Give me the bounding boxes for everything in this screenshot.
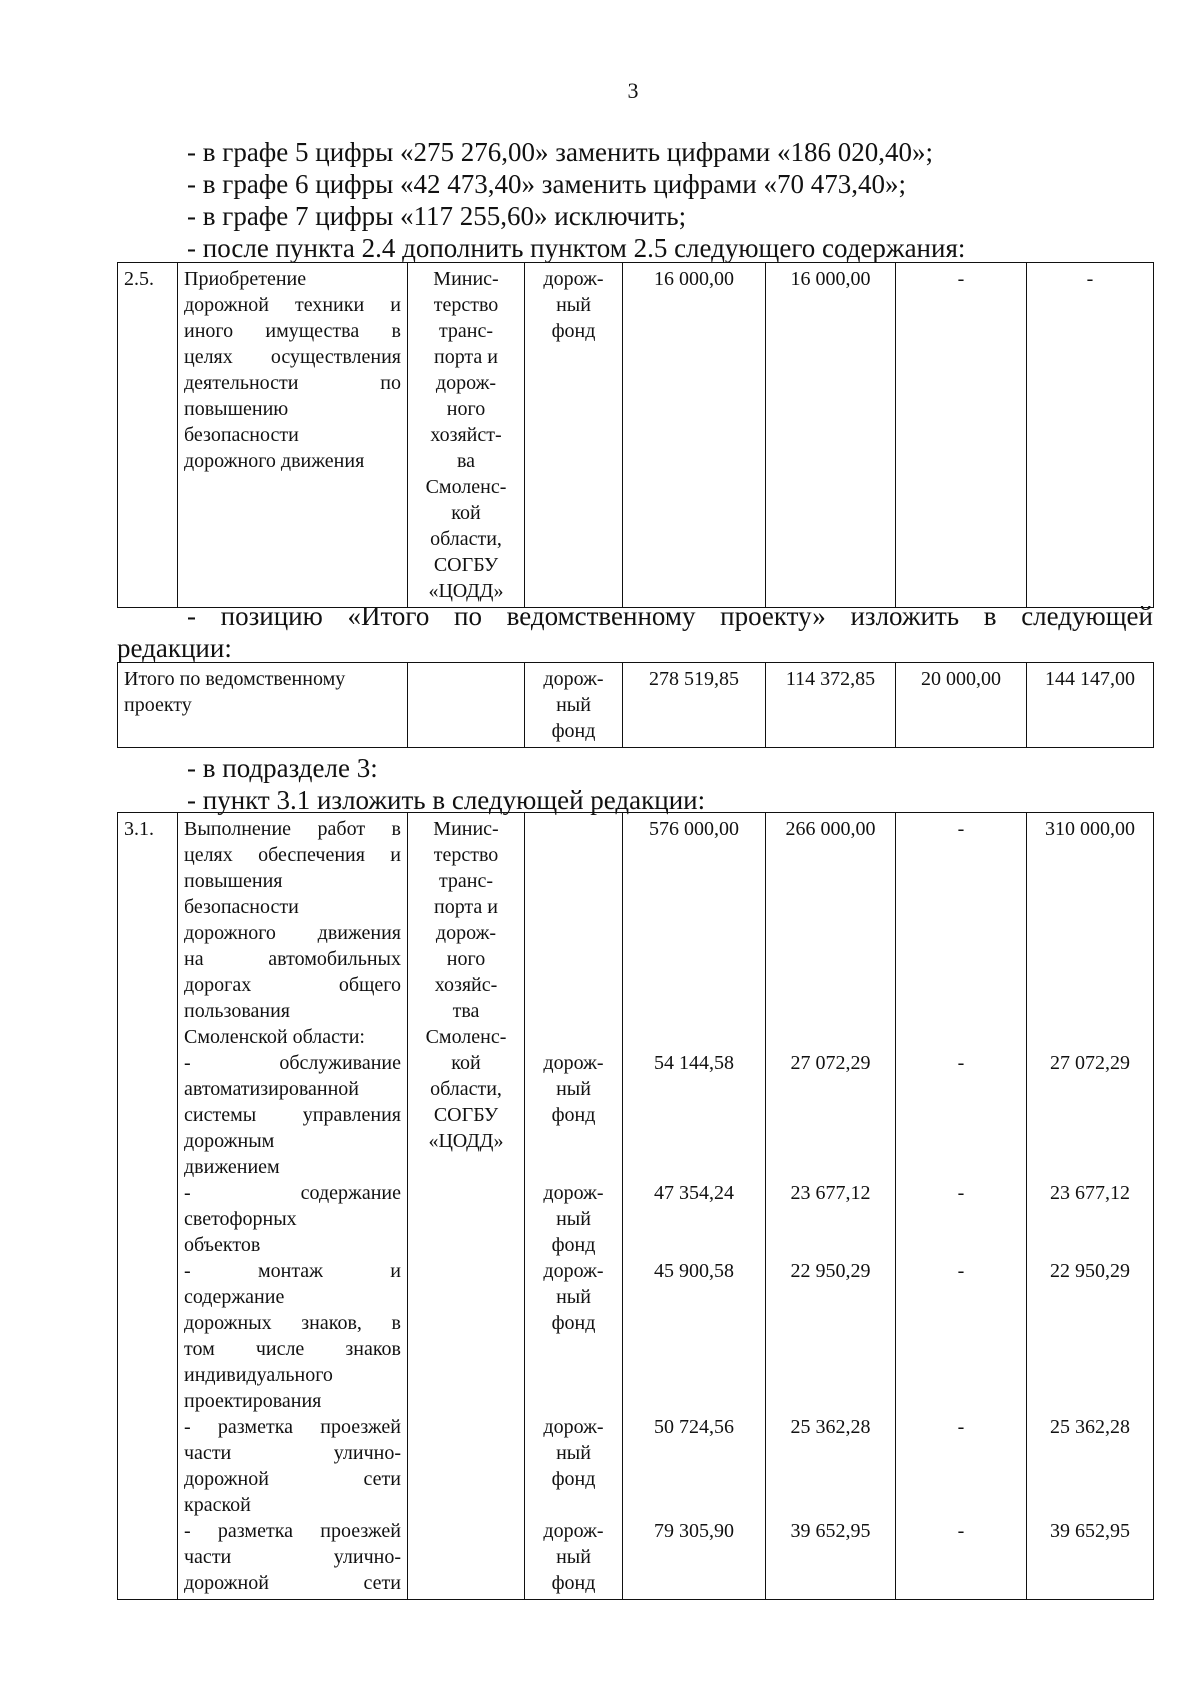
name-block-traffic-lights: [184, 1180, 401, 1258]
year2-amount: -: [957, 818, 965, 840]
intro-line-2: - в графе 6 цифры «42 473,40» заменить цифрами «70 473,40»;: [187, 169, 906, 199]
executor-line: порта и: [433, 896, 498, 918]
year1-amount: 27 072,29: [790, 1052, 871, 1074]
executor-line: дорож-: [435, 372, 497, 394]
year3-amount: -: [1027, 263, 1154, 608]
source-line: фонд: [551, 1468, 596, 1490]
item-name-line: дорожным: [184, 1130, 275, 1152]
executor-cell: [408, 263, 525, 608]
name-block-asud: [184, 1050, 401, 1180]
executor-line: хозяйс-: [434, 974, 498, 996]
source-line: дорож-: [543, 1182, 604, 1204]
source-line: ный: [556, 1442, 591, 1464]
source-line: фонд: [551, 320, 596, 342]
total-amount: 54 144,58: [654, 1052, 734, 1074]
year3-amount: 22 950,29: [1050, 1260, 1130, 1282]
mid-word: по: [454, 601, 482, 631]
intro-line-3: - в графе 7 цифры «117 255,60» исключить;: [187, 201, 687, 231]
year2-amount: -: [957, 1182, 965, 1204]
item-name-line: дорожного движения: [184, 450, 365, 472]
year3-amount: 144 147,00: [1027, 663, 1154, 748]
year1-amount: 266 000,00: [785, 818, 876, 840]
source-line: фонд: [551, 1234, 596, 1256]
item-name-line: светофорных: [184, 1208, 297, 1230]
source-line: ный: [556, 294, 591, 316]
mid-word: следующей: [1021, 601, 1153, 631]
source-line: фонд: [551, 720, 596, 742]
project-total-name-line: проекту: [124, 694, 192, 716]
item-name-line: дорожной сети: [184, 1572, 401, 1594]
item-name-line: дорожного движения: [184, 922, 401, 944]
executor-line: «ЦОДД»: [428, 1130, 504, 1152]
item-name-cell: [178, 263, 408, 608]
year3-amount: 23 677,12: [1050, 1182, 1130, 1204]
item-name-line: повышению: [184, 398, 289, 420]
source-line: ный: [556, 1078, 591, 1100]
item-name-line: повышения: [184, 870, 283, 892]
executor-line: терство: [433, 844, 499, 866]
executor-line: ного: [446, 948, 486, 970]
executor-line: СОГБУ: [433, 1104, 499, 1126]
sub-line-1: - в подразделе 3:: [187, 753, 378, 783]
project-total-name-line: Итого по ведомственному: [124, 668, 346, 690]
table-item-3-1: [117, 812, 1154, 1600]
mid-word: ведомственному: [506, 601, 696, 631]
total-amount: 278 519,85: [623, 663, 766, 748]
item-name-line: индивидуального: [184, 1364, 333, 1386]
year1-amount: 25 362,28: [790, 1416, 871, 1438]
item-name-cell: [178, 813, 408, 1600]
executor-line: ного: [446, 398, 486, 420]
total-amount: 576 000,00: [649, 818, 739, 840]
sub-line-2: - пункт 3.1 изложить в следующей редакции:: [187, 785, 706, 815]
name-block-main: [184, 816, 401, 1050]
project-total-executor-cell: [408, 663, 525, 748]
year1-amount: 22 950,29: [790, 1260, 871, 1282]
executor-line: Минис-: [433, 818, 499, 840]
year1-amount: 16 000,00: [766, 263, 896, 608]
source-block-traffic-lights: [531, 1180, 616, 1258]
year3-amount: 39 652,95: [1050, 1520, 1130, 1542]
executor-line: области,: [430, 1078, 502, 1100]
source-line: ный: [556, 1286, 591, 1308]
item-name-line: проектирования: [184, 1390, 322, 1412]
executor-line: Смоленс-: [425, 476, 507, 498]
source-cell: [525, 813, 623, 1600]
year1-cell: [766, 813, 896, 1600]
name-block-signs: [184, 1258, 401, 1414]
item-name-line: целях осуществления: [184, 346, 401, 368]
item-name-line: краской: [184, 1494, 251, 1516]
item-name-line: целях обеспечения и: [184, 844, 401, 866]
source-line: дорож-: [543, 268, 604, 290]
page-number: 3: [627, 78, 639, 103]
executor-line: кой: [451, 502, 481, 524]
source-line: фонд: [551, 1104, 596, 1126]
total-cell: [623, 813, 766, 1600]
year3-amount: 27 072,29: [1050, 1052, 1130, 1074]
item-name-line: - монтаж и: [184, 1260, 401, 1282]
executor-line: порта и: [433, 346, 498, 368]
item-number: 2.5.: [118, 263, 178, 608]
item-name-line: дорогах общего: [184, 974, 401, 996]
executor-line: тва: [452, 1000, 480, 1022]
mid-paragraph-line-1: [187, 600, 1153, 632]
source-cell: [525, 663, 623, 748]
source-block-marking-2: [531, 1518, 616, 1596]
mid-word: -: [187, 601, 196, 631]
item-name-line: системы управления: [184, 1104, 401, 1126]
executor-line: «ЦОДД»: [428, 580, 504, 602]
project-total-name-cell: [118, 663, 408, 748]
mid-word: позицию: [220, 601, 323, 631]
item-name-line: части улично-: [184, 1442, 401, 1464]
year3-cell: [1027, 813, 1154, 1600]
name-block-marking-2: [184, 1518, 401, 1596]
item-name-line: иного имущества в: [184, 320, 401, 342]
year3-amount: 25 362,28: [1050, 1416, 1130, 1438]
source-line: фонд: [551, 1312, 596, 1334]
total-amount: 50 724,56: [654, 1416, 734, 1438]
intro-line-1: - в графе 5 цифры «275 276,00» заменить цифрами «186 020,40»;: [187, 137, 933, 167]
source-block-marking-paint: [531, 1414, 616, 1518]
source-line: дорож-: [543, 668, 604, 690]
source-block-asud: [531, 1050, 616, 1180]
item-name-line: дорожной сети: [184, 1468, 401, 1490]
source-line: дорож-: [543, 1260, 604, 1282]
item-name-line: безопасности: [184, 896, 299, 918]
item-name-line: - разметка проезжей: [184, 1416, 401, 1438]
name-block-marking-paint: [184, 1414, 401, 1518]
executor-line: СОГБУ: [433, 554, 499, 576]
source-block-main: [531, 816, 616, 1050]
source-line: фонд: [551, 1572, 596, 1594]
executor-line: Минис-: [433, 268, 499, 290]
item-name-line: Выполнение работ в: [184, 818, 401, 840]
year2-amount: 20 000,00: [896, 663, 1027, 748]
executor-line: хозяйст-: [430, 424, 502, 446]
source-line: дорож-: [543, 1416, 604, 1438]
executor-line: транс-: [438, 320, 494, 342]
executor-line: транс-: [438, 870, 494, 892]
year1-amount: 114 372,85: [766, 663, 896, 748]
source-line: ный: [556, 694, 591, 716]
item-name-line: - разметка проезжей: [184, 1520, 401, 1542]
item-name-line: Смоленской области:: [184, 1026, 365, 1048]
item-name-line: части улично-: [184, 1546, 401, 1568]
executor-cell: [408, 813, 525, 1600]
item-name-line: объектов: [184, 1234, 261, 1256]
source-line: дорож-: [543, 1052, 604, 1074]
item-name-line: содержание: [184, 1286, 285, 1308]
item-name-line: дорожной техники и: [184, 294, 401, 316]
item-name-line: автоматизированной: [184, 1078, 360, 1100]
year2-amount: -: [957, 1260, 965, 1282]
source-block-signs: [531, 1258, 616, 1414]
executor-line: кой: [451, 1052, 481, 1074]
item-name-line: Приобретение: [184, 268, 307, 290]
source-line: ный: [556, 1546, 591, 1568]
total-amount: 47 354,24: [654, 1182, 734, 1204]
executor-line: области,: [430, 528, 502, 550]
item-name-line: - обслуживание: [184, 1052, 401, 1074]
item-name-line: на автомобильных: [184, 948, 401, 970]
source-cell: [525, 263, 623, 608]
item-number: 3.1.: [118, 813, 178, 1600]
executor-line: Смоленс-: [425, 1026, 507, 1048]
total-amount: 45 900,58: [654, 1260, 734, 1282]
intro-line-4: - после пункта 2.4 дополнить пунктом 2.5 следующего содержания:: [187, 233, 966, 263]
table-project-total: [117, 662, 1154, 748]
source-line: дорож-: [543, 1520, 604, 1542]
executor-line: терство: [433, 294, 499, 316]
year1-amount: 39 652,95: [790, 1520, 871, 1542]
mid-word: в: [983, 601, 997, 631]
year3-amount: 310 000,00: [1045, 818, 1135, 840]
item-name-line: безопасности: [184, 424, 299, 446]
total-amount: 79 305,90: [654, 1520, 734, 1542]
year1-amount: 23 677,12: [790, 1182, 871, 1204]
item-name-line: том числе знаков: [184, 1338, 401, 1360]
total-amount: 16 000,00: [623, 263, 766, 608]
item-name-line: дорожных знаков, в: [184, 1312, 401, 1334]
item-name-line: - содержание: [184, 1182, 401, 1204]
year2-amount: -: [896, 263, 1027, 608]
executor-line: дорож-: [435, 922, 497, 944]
mid-word: изложить: [850, 601, 960, 631]
mid-word: проекту»: [720, 601, 826, 631]
year2-amount: -: [957, 1416, 965, 1438]
item-name-line: деятельности по: [184, 372, 401, 394]
executor-line: ва: [456, 450, 476, 472]
year2-amount: -: [957, 1052, 965, 1074]
table-item-2-5: [117, 262, 1154, 608]
item-name-line: движением: [184, 1156, 280, 1178]
year2-cell: [896, 813, 1027, 1600]
source-line: ный: [556, 1208, 591, 1230]
year2-amount: -: [957, 1520, 965, 1542]
item-name-line: пользования: [184, 1000, 290, 1022]
mid-word: «Итого: [347, 601, 430, 631]
mid-paragraph-line-2: редакции:: [117, 633, 232, 663]
